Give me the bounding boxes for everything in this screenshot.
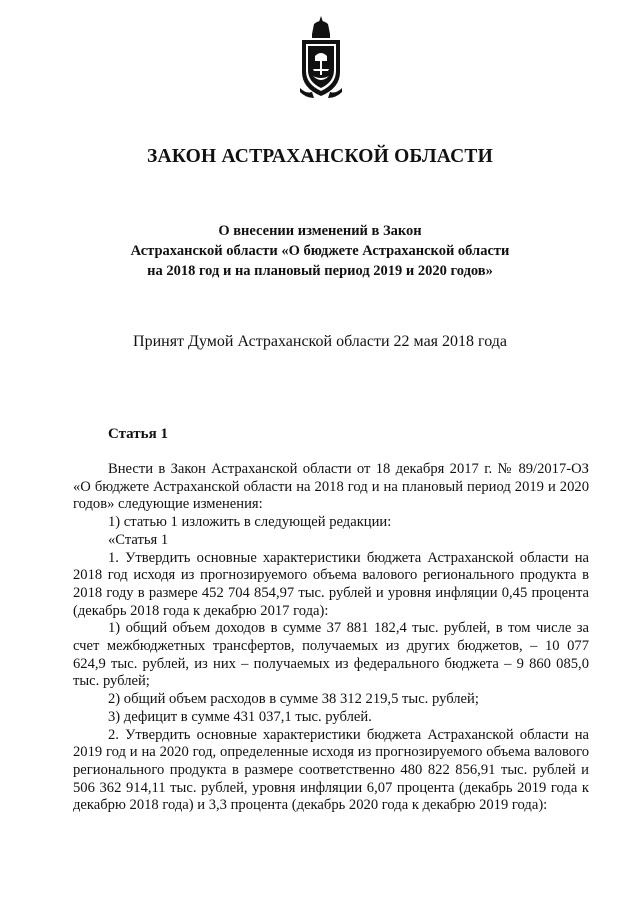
paragraph: Внести в Закон Астраханской области от 18 декабря 2017 г. № 89/2017-ОЗ «О бюджете Астраханской области на 2018 год и на плановый период 2019 и 2020 годов» следующие изменения: (73, 461, 589, 513)
coat-of-arms-icon (296, 14, 346, 100)
paragraph: «Статья 1 (108, 531, 169, 548)
document-subtitle (0, 221, 640, 281)
document-title: ЗАКОН АСТРАХАНСКОЙ ОБЛАСТИ (147, 146, 493, 167)
subtitle-line: на 2018 год и на плановый период 2019 и 2020 годов» (147, 263, 493, 279)
paragraph: 2) общий объем расходов в сумме 38 312 219,5 тыс. рублей; (108, 691, 479, 708)
article-heading: Статья 1 (108, 426, 168, 442)
paragraph: 3) дефицит в сумме 431 037,1 тыс. рублей. (108, 708, 372, 725)
paragraph: 2. Утвердить основные характеристики бюджета Астраханской области на 2019 год и на 2020 год, определенные исходя из прогнозируемого объема валового регионального продукта в размере соответственно 480 822 856,91 тыс. рублей и 506 362 914,11 тыс. рублей, уровня инфляции 6,07 процента (декабрь 2019 года к декабрю 2018 года) и 3,3 процента (декабрь 2020 года к декабрю 2019 года): (73, 726, 589, 814)
subtitle-line: О внесении изменений в Закон (218, 223, 422, 239)
subtitle-line: Астраханской области «О бюджете Астраханской области (130, 243, 510, 259)
adoption-note: Принят Думой Астраханской области 22 мая 2018 года (133, 333, 507, 350)
paragraph: 1. Утвердить основные характеристики бюджета Астраханской области на 2018 год исходя из прогнозируемого объема валового регионального продукта в 2018 году в размере 452 704 854,97 тыс. рублей и уровня инфляции 0,45 процента (декабрь 2018 года к декабрю 2017 года): (73, 549, 589, 619)
paragraph: 1) общий объем доходов в сумме 37 881 182,4 тыс. рублей, в том числе за счет межбюджетных трансфертов, получаемых из других бюджетов, – 10 077 624,9 тыс. рублей, из них – получаемых из федерального бюджета – 9 860 085,0 тыс. рублей; (73, 620, 589, 690)
paragraph: 1) статью 1 изложить в следующей редакции: (108, 514, 392, 531)
article-body (73, 461, 589, 815)
